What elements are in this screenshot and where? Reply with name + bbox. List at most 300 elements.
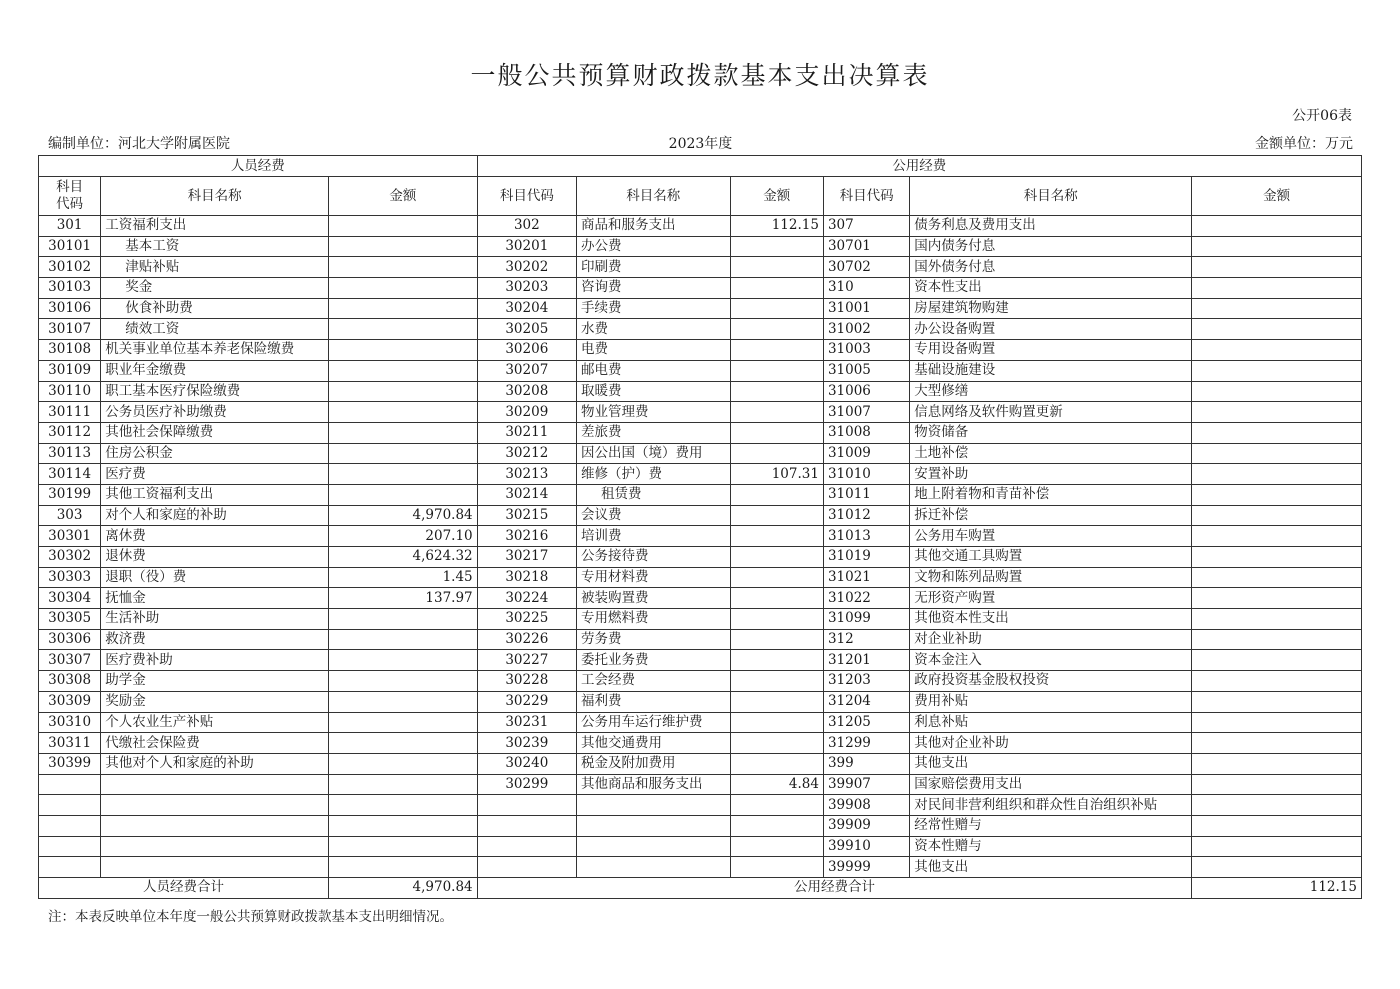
- cell-code-personnel: 301: [39, 216, 101, 237]
- cell-amount-personnel: [329, 733, 478, 754]
- table-row: [39, 753, 1362, 774]
- table-row: [39, 733, 1362, 754]
- cell-name-other: 国家赔偿费用支出: [910, 774, 1192, 795]
- cell-amount-other: [1192, 795, 1362, 816]
- cell-code-goods: 30206: [477, 340, 576, 361]
- cell-code-personnel: 30301: [39, 526, 101, 547]
- cell-amount-other: [1192, 588, 1362, 609]
- cell-name-other: 地上附着物和青苗补偿: [910, 484, 1192, 505]
- cell-name-personnel: [101, 857, 329, 878]
- cell-name-personnel: 救济费: [101, 629, 329, 650]
- cell-name-personnel: 机关事业单位基本养老保险缴费: [101, 340, 329, 361]
- table-row: [39, 257, 1362, 278]
- cell-code-other: 39999: [823, 857, 909, 878]
- cell-code-other: 312: [823, 629, 909, 650]
- cell-name-other: 对民间非营利组织和群众性自治组织补贴: [910, 795, 1192, 816]
- cell-name-goods: 会议费: [577, 505, 731, 526]
- col-amount-goods: 金额: [730, 177, 823, 216]
- cell-code-personnel: 30308: [39, 671, 101, 692]
- cell-code-goods: [477, 795, 576, 816]
- cell-code-goods: 30205: [477, 319, 576, 340]
- cell-code-personnel: 30101: [39, 236, 101, 257]
- cell-code-other: 310: [823, 278, 909, 299]
- cell-name-other: 文物和陈列品购置: [910, 567, 1192, 588]
- table-row: [39, 340, 1362, 361]
- cell-amount-other: [1192, 484, 1362, 505]
- cell-name-personnel: 其他社会保障缴费: [101, 422, 329, 443]
- cell-name-other: 对企业补助: [910, 629, 1192, 650]
- table-row: [39, 795, 1362, 816]
- cell-amount-goods: [730, 422, 823, 443]
- cell-code-personnel: 30108: [39, 340, 101, 361]
- cell-code-personnel: 30114: [39, 464, 101, 485]
- cell-name-personnel: 其他对个人和家庭的补助: [101, 753, 329, 774]
- cell-amount-personnel: [329, 650, 478, 671]
- cell-code-goods: 30224: [477, 588, 576, 609]
- cell-code-goods: 30231: [477, 712, 576, 733]
- cell-code-other: 39910: [823, 836, 909, 857]
- cell-amount-goods: 107.31: [730, 464, 823, 485]
- cell-amount-goods: [730, 360, 823, 381]
- cell-amount-goods: [730, 671, 823, 692]
- cell-name-goods: 委托业务费: [577, 650, 731, 671]
- cell-code-personnel: 30304: [39, 588, 101, 609]
- cell-name-personnel: 基本工资: [101, 236, 329, 257]
- cell-amount-goods: [730, 650, 823, 671]
- table-row: [39, 298, 1362, 319]
- cell-name-goods: 被装购置费: [577, 588, 731, 609]
- cell-amount-personnel: [329, 691, 478, 712]
- cell-name-goods: [577, 857, 731, 878]
- cell-name-goods: 公务接待费: [577, 547, 731, 568]
- cell-code-other: 30701: [823, 236, 909, 257]
- cell-code-other: 31007: [823, 402, 909, 423]
- cell-code-personnel: 30305: [39, 609, 101, 630]
- cell-amount-other: [1192, 298, 1362, 319]
- cell-amount-other: [1192, 257, 1362, 278]
- cell-code-goods: 30207: [477, 360, 576, 381]
- cell-amount-goods: [730, 547, 823, 568]
- cell-name-other: 其他支出: [910, 857, 1192, 878]
- cell-name-goods: 办公费: [577, 236, 731, 257]
- table-row: [39, 650, 1362, 671]
- cell-code-goods: 30239: [477, 733, 576, 754]
- cell-name-goods: 工会经费: [577, 671, 731, 692]
- cell-name-goods: 其他交通费用: [577, 733, 731, 754]
- col-name-goods: 科目名称: [577, 177, 731, 216]
- cell-code-other: 31205: [823, 712, 909, 733]
- cell-amount-goods: [730, 629, 823, 650]
- cell-name-personnel: 工资福利支出: [101, 216, 329, 237]
- cell-code-goods: 30204: [477, 298, 576, 319]
- col-name-other: 科目名称: [910, 177, 1192, 216]
- cell-code-personnel: [39, 857, 101, 878]
- cell-name-personnel: 医疗费补助: [101, 650, 329, 671]
- cell-name-goods: 商品和服务支出: [577, 216, 731, 237]
- table-row: [39, 360, 1362, 381]
- cell-code-personnel: 30113: [39, 443, 101, 464]
- cell-amount-other: [1192, 278, 1362, 299]
- cell-code-personnel: 30311: [39, 733, 101, 754]
- cell-amount-personnel: [329, 857, 478, 878]
- cell-code-other: 31009: [823, 443, 909, 464]
- cell-name-goods: 福利费: [577, 691, 731, 712]
- cell-amount-goods: [730, 609, 823, 630]
- cell-amount-goods: [730, 567, 823, 588]
- cell-name-personnel: 职业年金缴费: [101, 360, 329, 381]
- cell-code-goods: 30216: [477, 526, 576, 547]
- cell-amount-other: [1192, 774, 1362, 795]
- cell-amount-other: [1192, 857, 1362, 878]
- cell-name-goods: 维修（护）费: [577, 464, 731, 485]
- table-note: 注：本表反映单位本年度一般公共预算财政拨款基本支出明细情况。: [48, 909, 453, 925]
- cell-amount-goods: [730, 340, 823, 361]
- cell-amount-goods: [730, 753, 823, 774]
- cell-code-goods: 30299: [477, 774, 576, 795]
- cell-name-other: 土地补偿: [910, 443, 1192, 464]
- table-row: [39, 422, 1362, 443]
- cell-name-other: 利息补贴: [910, 712, 1192, 733]
- cell-name-other: 拆迁补偿: [910, 505, 1192, 526]
- report-meta: [48, 133, 1353, 153]
- cell-name-personnel: [101, 815, 329, 836]
- cell-amount-other: [1192, 216, 1362, 237]
- cell-code-other: 31012: [823, 505, 909, 526]
- cell-amount-goods: 4.84: [730, 774, 823, 795]
- cell-code-other: 31001: [823, 298, 909, 319]
- personnel-total-amount: 4,970.84: [329, 878, 478, 899]
- cell-name-goods: 其他商品和服务支出: [577, 774, 731, 795]
- cell-amount-goods: [730, 733, 823, 754]
- col-code-personnel: 科目 代码: [39, 177, 101, 216]
- table-row: [39, 567, 1362, 588]
- cell-code-other: 307: [823, 216, 909, 237]
- cell-code-goods: [477, 815, 576, 836]
- table-row: [39, 505, 1362, 526]
- cell-amount-personnel: 4,624.32: [329, 547, 478, 568]
- cell-name-other: 其他资本性支出: [910, 609, 1192, 630]
- col-amount-other: 金额: [1192, 177, 1362, 216]
- cell-code-goods: 30212: [477, 443, 576, 464]
- cell-name-personnel: 绩效工资: [101, 319, 329, 340]
- cell-name-goods: 电费: [577, 340, 731, 361]
- cell-amount-personnel: [329, 422, 478, 443]
- cell-code-personnel: 30107: [39, 319, 101, 340]
- cell-name-goods: [577, 795, 731, 816]
- cell-amount-other: [1192, 712, 1362, 733]
- cell-amount-goods: [730, 484, 823, 505]
- cell-amount-personnel: [329, 443, 478, 464]
- cell-name-other: 安置补助: [910, 464, 1192, 485]
- cell-amount-goods: [730, 815, 823, 836]
- cell-amount-other: [1192, 236, 1362, 257]
- cell-amount-goods: 112.15: [730, 216, 823, 237]
- col-code-other: 科目代码: [823, 177, 909, 216]
- cell-amount-personnel: [329, 236, 478, 257]
- table-row: [39, 319, 1362, 340]
- cell-amount-other: [1192, 526, 1362, 547]
- cell-code-goods: 30227: [477, 650, 576, 671]
- table-row: [39, 526, 1362, 547]
- cell-name-other: 无形资产购置: [910, 588, 1192, 609]
- cell-name-goods: 租赁费: [577, 484, 731, 505]
- cell-amount-goods: [730, 443, 823, 464]
- table-row: [39, 278, 1362, 299]
- cell-amount-personnel: [329, 340, 478, 361]
- cell-name-goods: 税金及附加费用: [577, 753, 731, 774]
- cell-amount-personnel: [329, 609, 478, 630]
- cell-name-goods: 因公出国（境）费用: [577, 443, 731, 464]
- cell-name-other: 资本金注入: [910, 650, 1192, 671]
- cell-amount-personnel: [329, 629, 478, 650]
- cell-code-personnel: 30110: [39, 381, 101, 402]
- cell-amount-personnel: [329, 671, 478, 692]
- cell-amount-other: [1192, 733, 1362, 754]
- cell-name-goods: 差旅费: [577, 422, 731, 443]
- cell-code-other: 399: [823, 753, 909, 774]
- cell-code-personnel: 30103: [39, 278, 101, 299]
- cell-code-other: 31006: [823, 381, 909, 402]
- cell-name-personnel: 津贴补贴: [101, 257, 329, 278]
- cell-name-personnel: 奖励金: [101, 691, 329, 712]
- cell-amount-personnel: 1.45: [329, 567, 478, 588]
- cell-name-other: 物资储备: [910, 422, 1192, 443]
- cell-code-goods: 30202: [477, 257, 576, 278]
- cell-name-other: 公务用车购置: [910, 526, 1192, 547]
- col-amount-personnel: 金额: [329, 177, 478, 216]
- cell-name-personnel: 伙食补助费: [101, 298, 329, 319]
- cell-amount-personnel: 4,970.84: [329, 505, 478, 526]
- cell-amount-personnel: 207.10: [329, 526, 478, 547]
- cell-amount-goods: [730, 836, 823, 857]
- cell-code-other: 31299: [823, 733, 909, 754]
- cell-name-goods: 邮电费: [577, 360, 731, 381]
- cell-code-other: 31019: [823, 547, 909, 568]
- cell-name-other: 大型修缮: [910, 381, 1192, 402]
- expenditure-table: [38, 155, 1362, 899]
- cell-amount-other: [1192, 422, 1362, 443]
- cell-amount-personnel: [329, 774, 478, 795]
- cell-name-goods: [577, 815, 731, 836]
- cell-name-other: 资本性赠与: [910, 836, 1192, 857]
- fiscal-year: 2023年度: [668, 136, 733, 152]
- cell-code-goods: 302: [477, 216, 576, 237]
- cell-code-other: 30702: [823, 257, 909, 278]
- cell-amount-personnel: [329, 360, 478, 381]
- cell-code-other: 31099: [823, 609, 909, 630]
- cell-code-goods: [477, 836, 576, 857]
- cell-name-personnel: [101, 836, 329, 857]
- cell-amount-personnel: [329, 484, 478, 505]
- cell-amount-goods: [730, 588, 823, 609]
- cell-code-other: 31204: [823, 691, 909, 712]
- table-row: [39, 691, 1362, 712]
- cell-code-other: 31013: [823, 526, 909, 547]
- cell-amount-goods: [730, 857, 823, 878]
- reporting-unit: 编制单位：河北大学附属医院: [48, 136, 230, 152]
- cell-code-personnel: 30109: [39, 360, 101, 381]
- cell-code-other: 31022: [823, 588, 909, 609]
- cell-amount-personnel: [329, 795, 478, 816]
- cell-name-goods: 取暖费: [577, 381, 731, 402]
- cell-amount-goods: [730, 712, 823, 733]
- cell-code-goods: 30214: [477, 484, 576, 505]
- cell-code-other: 39908: [823, 795, 909, 816]
- cell-amount-goods: [730, 795, 823, 816]
- cell-amount-personnel: [329, 464, 478, 485]
- cell-name-goods: 劳务费: [577, 629, 731, 650]
- col-code-goods: 科目代码: [477, 177, 576, 216]
- table-row: [39, 815, 1362, 836]
- cell-amount-other: [1192, 691, 1362, 712]
- cell-amount-goods: [730, 526, 823, 547]
- table-row: [39, 236, 1362, 257]
- cell-amount-other: [1192, 671, 1362, 692]
- cell-name-other: 费用补贴: [910, 691, 1192, 712]
- cell-name-other: 国外债务付息: [910, 257, 1192, 278]
- cell-name-goods: [577, 836, 731, 857]
- cell-name-personnel: 助学金: [101, 671, 329, 692]
- cell-amount-other: [1192, 319, 1362, 340]
- cell-name-other: 办公设备购置: [910, 319, 1192, 340]
- cell-amount-personnel: [329, 753, 478, 774]
- cell-amount-goods: [730, 319, 823, 340]
- cell-name-personnel: 生活补助: [101, 609, 329, 630]
- cell-name-other: 基础设施建设: [910, 360, 1192, 381]
- cell-name-goods: 公务用车运行维护费: [577, 712, 731, 733]
- cell-code-personnel: 30199: [39, 484, 101, 505]
- cell-code-personnel: 30303: [39, 567, 101, 588]
- cell-code-other: 39907: [823, 774, 909, 795]
- cell-amount-personnel: [329, 815, 478, 836]
- cell-code-other: 31003: [823, 340, 909, 361]
- cell-name-goods: 印刷费: [577, 257, 731, 278]
- table-row: [39, 402, 1362, 423]
- cell-name-personnel: 个人农业生产补贴: [101, 712, 329, 733]
- table-row: [39, 588, 1362, 609]
- cell-amount-other: [1192, 402, 1362, 423]
- cell-name-personnel: 抚恤金: [101, 588, 329, 609]
- cell-amount-goods: [730, 381, 823, 402]
- table-body: [39, 216, 1362, 878]
- cell-code-goods: 30215: [477, 505, 576, 526]
- cell-code-personnel: 30307: [39, 650, 101, 671]
- cell-name-other: 政府投资基金股权投资: [910, 671, 1192, 692]
- cell-code-goods: 30226: [477, 629, 576, 650]
- cell-name-goods: 咨询费: [577, 278, 731, 299]
- cell-code-goods: 30209: [477, 402, 576, 423]
- cell-name-other: 资本性支出: [910, 278, 1192, 299]
- cell-amount-other: [1192, 505, 1362, 526]
- cell-name-other: 债务利息及费用支出: [910, 216, 1192, 237]
- cell-code-personnel: [39, 836, 101, 857]
- cell-amount-personnel: [329, 298, 478, 319]
- cell-amount-other: [1192, 815, 1362, 836]
- cell-amount-goods: [730, 505, 823, 526]
- cell-code-personnel: 30106: [39, 298, 101, 319]
- cell-name-personnel: 医疗费: [101, 464, 329, 485]
- cell-code-other: 31010: [823, 464, 909, 485]
- cell-code-goods: 30208: [477, 381, 576, 402]
- cell-amount-other: [1192, 567, 1362, 588]
- cell-code-other: 31008: [823, 422, 909, 443]
- cell-amount-personnel: [329, 381, 478, 402]
- cell-code-other: 31203: [823, 671, 909, 692]
- form-number: 公开06表: [1292, 108, 1352, 124]
- cell-amount-personnel: [329, 836, 478, 857]
- table-row: [39, 381, 1362, 402]
- cell-amount-other: [1192, 650, 1362, 671]
- table-row: [39, 857, 1362, 878]
- cell-name-personnel: 奖金: [101, 278, 329, 299]
- cell-name-personnel: 职工基本医疗保险缴费: [101, 381, 329, 402]
- cell-code-other: 31021: [823, 567, 909, 588]
- cell-amount-personnel: 137.97: [329, 588, 478, 609]
- table-row: [39, 443, 1362, 464]
- table-row: [39, 629, 1362, 650]
- cell-name-personnel: 对个人和家庭的补助: [101, 505, 329, 526]
- cell-name-other: 房屋建筑物购建: [910, 298, 1192, 319]
- cell-amount-other: [1192, 443, 1362, 464]
- money-unit: 金额单位：万元: [1255, 136, 1353, 152]
- cell-code-personnel: 30306: [39, 629, 101, 650]
- cell-name-other: 信息网络及软件购置更新: [910, 402, 1192, 423]
- cell-amount-personnel: [329, 319, 478, 340]
- cell-name-other: 其他交通工具购置: [910, 547, 1192, 568]
- cell-amount-other: [1192, 340, 1362, 361]
- cell-code-personnel: 30102: [39, 257, 101, 278]
- cell-amount-goods: [730, 691, 823, 712]
- table-row: [39, 609, 1362, 630]
- cell-amount-other: [1192, 629, 1362, 650]
- cell-amount-other: [1192, 547, 1362, 568]
- cell-amount-goods: [730, 257, 823, 278]
- table-row: [39, 671, 1362, 692]
- cell-name-goods: 培训费: [577, 526, 731, 547]
- cell-name-goods: 专用燃料费: [577, 609, 731, 630]
- table-row: [39, 712, 1362, 733]
- cell-code-personnel: 30302: [39, 547, 101, 568]
- table-row: [39, 547, 1362, 568]
- cell-code-personnel: 30309: [39, 691, 101, 712]
- cell-code-goods: 30213: [477, 464, 576, 485]
- personnel-total-label: 人员经费合计: [39, 878, 329, 899]
- cell-name-goods: 物业管理费: [577, 402, 731, 423]
- cell-code-personnel: [39, 815, 101, 836]
- cell-amount-other: [1192, 381, 1362, 402]
- cell-amount-personnel: [329, 402, 478, 423]
- cell-code-goods: 30228: [477, 671, 576, 692]
- cell-code-personnel: 30111: [39, 402, 101, 423]
- cell-name-personnel: 其他工资福利支出: [101, 484, 329, 505]
- cell-name-other: 专用设备购置: [910, 340, 1192, 361]
- cell-code-personnel: [39, 774, 101, 795]
- table-row: [39, 484, 1362, 505]
- cell-name-other: 国内债务付息: [910, 236, 1192, 257]
- cell-amount-other: [1192, 836, 1362, 857]
- cell-name-goods: 手续费: [577, 298, 731, 319]
- cell-code-goods: 30218: [477, 567, 576, 588]
- cell-name-personnel: 离休费: [101, 526, 329, 547]
- personnel-header: 人员经费: [39, 156, 478, 177]
- cell-code-other: 31011: [823, 484, 909, 505]
- cell-code-personnel: 30112: [39, 422, 101, 443]
- cell-code-goods: 30240: [477, 753, 576, 774]
- cell-code-goods: [477, 857, 576, 878]
- cell-code-goods: 30211: [477, 422, 576, 443]
- cell-name-other: 经常性赠与: [910, 815, 1192, 836]
- cell-code-personnel: [39, 795, 101, 816]
